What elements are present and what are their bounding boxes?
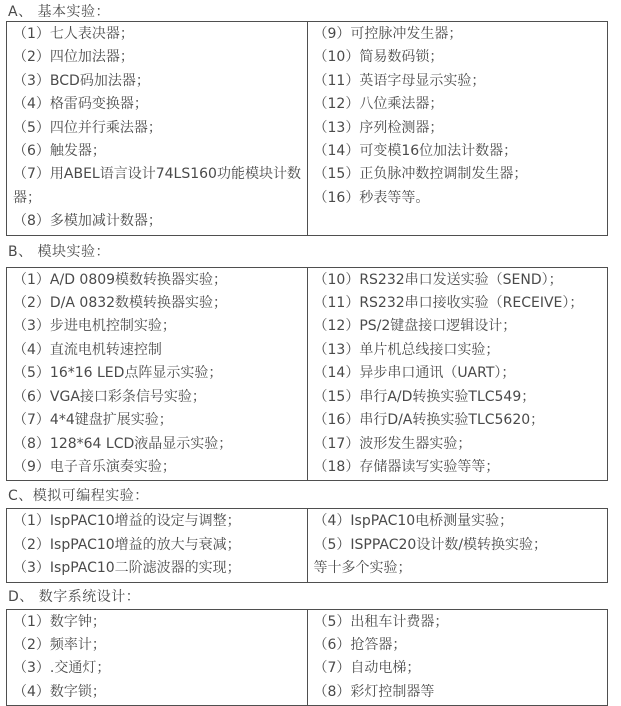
- list-item: （1）数字钟；: [13, 613, 106, 630]
- list-item: （11）英语字母显示实验；: [313, 72, 486, 89]
- section-b-right-cell: [307, 267, 608, 481]
- list-item: （12）PS/2键盘接口逻辑设计；: [313, 318, 517, 335]
- list-item: （2）四位加法器；: [13, 49, 134, 66]
- list-item: 等十多个实验；: [313, 560, 412, 577]
- list-item: （17）波形发生器实验；: [313, 435, 472, 452]
- section-d-heading-text: D、 数字系统设计：: [8, 588, 141, 605]
- section-a-left-cell: [7, 22, 308, 236]
- list-item: （3）BCD码加法器；: [13, 72, 150, 89]
- list-item: （15）正负脉冲数控调制发生器；: [313, 166, 528, 183]
- section-d-right-cell: [307, 609, 608, 706]
- list-item: （4）直流电机转速控制: [13, 341, 162, 358]
- section-b-heading-text: B、 模块实验：: [8, 244, 111, 261]
- list-item: （9）电子音乐演奏实验；: [13, 458, 176, 475]
- list-item: （1）IspPAC10增益的设定与调整；: [13, 513, 241, 530]
- list-item: （6）VGA接口彩条信号实验；: [13, 388, 206, 405]
- list-item: （6）抢答器；: [313, 636, 407, 653]
- list-item: （8）彩灯控制器等: [313, 683, 435, 700]
- list-item: （4）格雷码变换器；: [13, 96, 148, 113]
- list-item: （8）多模加减计数器；: [13, 213, 162, 230]
- list-item: （1）七人表决器；: [13, 26, 134, 42]
- list-item: （1）A/D 0809模数转换器实验；: [13, 271, 228, 288]
- section-b-left-cell: [7, 267, 308, 481]
- list-item: （2）D/A 0832数模转换器实验；: [13, 295, 228, 312]
- list-item: （5）四位并行乘法器；: [13, 119, 162, 136]
- list-item: （6）触发器；: [13, 143, 106, 160]
- list-item: （14）可变模16位加法计数器；: [313, 143, 518, 160]
- section-a-heading: [0, 0, 621, 21]
- list-item: （7）用ABEL语言设计74LS160功能模块计数器；: [13, 166, 301, 206]
- list-item: （13）单片机总线接口实验；: [313, 341, 500, 358]
- section-a-right-cell: [307, 22, 608, 236]
- table-row: [7, 509, 608, 582]
- list-item: （5）16*16 LED点阵显示实验；: [13, 365, 223, 382]
- list-item: （15）串行A/D转换实验TLC549；: [313, 388, 536, 405]
- list-item: （16）秒表等等。: [313, 189, 430, 206]
- section-a-table: [6, 21, 608, 236]
- list-item: （18）存储器读写实验等等；: [313, 458, 500, 475]
- list-item: （16）串行D/A转换实验TLC5620；: [313, 412, 545, 429]
- list-item: （9）可控脉冲发生器；: [313, 26, 463, 42]
- list-item: （12）八位乘法器；: [313, 96, 444, 113]
- list-item: （5）出租车计费器；: [313, 613, 449, 630]
- section-d-left-cell: [7, 609, 308, 706]
- list-item: （3）步进电机控制实验；: [13, 318, 176, 335]
- list-item: （5）ISPPAC20设计数/模转换实验；: [313, 536, 548, 553]
- list-item: （2）IspPAC10增益的放大与衰减；: [13, 536, 241, 553]
- table-row: [7, 609, 608, 706]
- section-c-left-cell: [7, 509, 308, 582]
- section-b-heading: [0, 236, 621, 267]
- section-c-heading-text: C、模拟可编程实验：: [8, 487, 149, 504]
- section-c-table: [6, 508, 608, 582]
- table-row: [7, 267, 608, 481]
- list-item: （4）数字锁；: [13, 683, 106, 700]
- list-item: （14）异步串口通讯（UART）；: [313, 365, 516, 382]
- list-item: （4）IspPAC10电桥测量实验；: [313, 513, 514, 530]
- list-item: （13）序列检测器；: [313, 119, 444, 136]
- list-item: （8）128*64 LCD液晶显示实验；: [13, 435, 233, 452]
- list-item: （3）IspPAC10二阶滤波器的实现；: [13, 560, 241, 577]
- list-item: （11）RS232串口接收实验（RECEIVE）；: [313, 295, 584, 312]
- section-b-table: [6, 267, 608, 482]
- list-item: （7）自动电梯；: [313, 660, 421, 677]
- section-a-heading-text: A、 基本实验：: [8, 3, 111, 20]
- section-c-right-cell: [307, 509, 608, 582]
- section-d-table: [6, 609, 608, 706]
- section-c-heading: [0, 481, 621, 508]
- table-row: [7, 22, 608, 236]
- list-item: （3）.交通灯；: [13, 660, 111, 677]
- list-item: （10）RS232串口发送实验（SEND）；: [313, 271, 563, 288]
- list-item: （7）4*4键盘扩展实验；: [13, 412, 173, 429]
- section-d-heading: [0, 583, 621, 609]
- list-item: （2）频率计；: [13, 636, 106, 653]
- list-item: （10）简易数码锁；: [313, 49, 444, 66]
